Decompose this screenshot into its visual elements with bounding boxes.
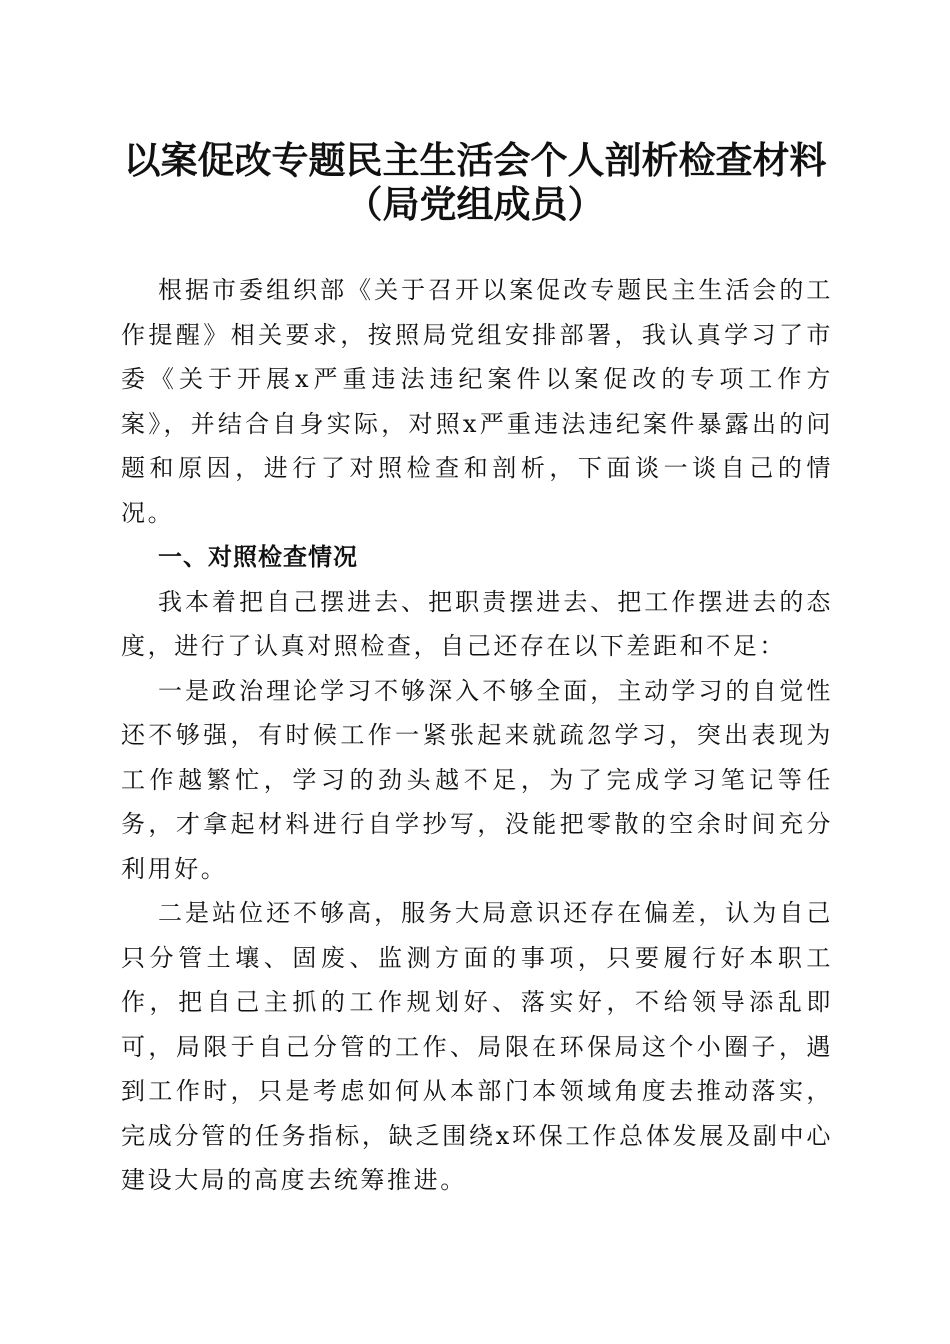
paragraph-point-one: 一是政治理论学习不够深入不够全面，主动学习的自觉性还不够强，有时候工作一紧张起来就疏忽学习，突出表现为工作越繁忙，学习的劲头越不足，为了完成学习笔记等任务，才拿起材料进行自学抄写，没能把零散的空余时间充分利用好。 xyxy=(121,676,833,883)
document-subtitle: （局党组成员） xyxy=(345,182,605,226)
section-heading: 一、对照检查情况 xyxy=(158,543,358,571)
paragraph-overview: 我本着把自己摆进去、把职责摆进去、把工作摆进去的态度，进行了认真对照检查，自己还存在以下差距和不足： xyxy=(121,587,833,660)
paragraph-intro: 根据市委组织部《关于召开以案促改专题民主生活会的工作提醒》相关要求，按照局党组安排部署，我认真学习了市委《关于开展x严重违法违纪案件以案促改的专项工作方案》，并结合自身实际，对照x严重违法违纪案件暴露出的问题和原因，进行了对照检查和剖析，下面谈一谈自己的情况。 xyxy=(121,276,833,527)
document-title: 以案促改专题民主生活会个人剖析检查材料 xyxy=(123,138,827,182)
document-body xyxy=(121,268,833,1203)
paragraph-point-two: 二是站位还不够高，服务大局意识还存在偏差，认为自己只分管土壤、固废、监测方面的事项，只要履行好本职工作，把自己主抓的工作规划好、落实好，不给领导添乱即可，局限于自己分管的工作、局限在环保局这个小圈子，遇到工作时，只是考虑如何从本部门本领域角度去推动落实，完成分管的任务指标，缺乏围绕x环保工作总体发展及副中心建设大局的高度去统筹推进。 xyxy=(121,899,833,1194)
